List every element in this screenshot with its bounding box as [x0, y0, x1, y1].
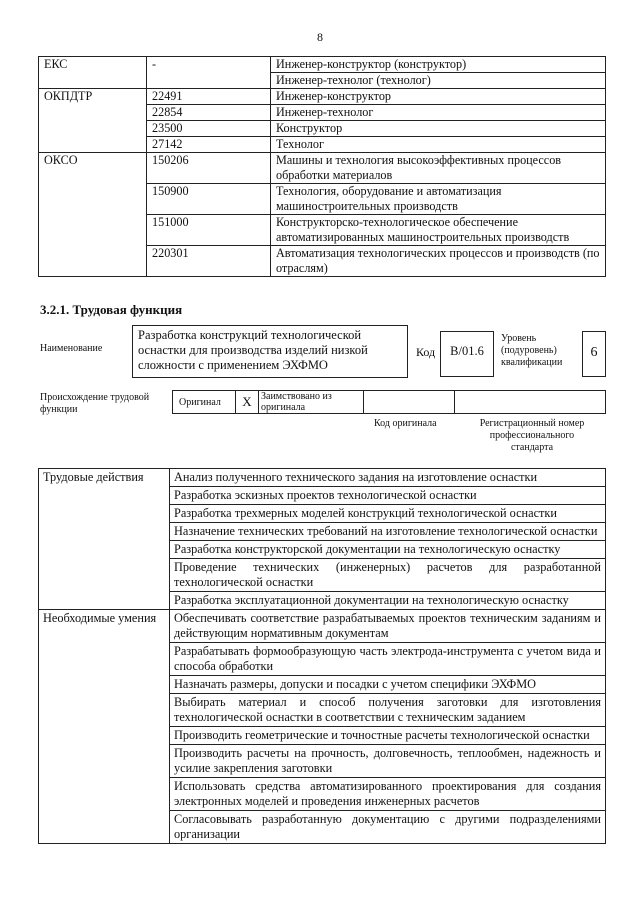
label-spacer [39, 811, 170, 844]
section-title: 3.2.1. Трудовая функция [40, 302, 183, 317]
skills-label: Необходимые умения [39, 610, 170, 643]
table-row [39, 184, 606, 215]
group-cell [39, 137, 147, 153]
table-row [39, 523, 606, 541]
name-cell: Конструктор [271, 121, 606, 137]
table-row [39, 153, 606, 184]
name-cell: Машины и технология высокоэффективных процессов обработки материалов [271, 153, 606, 184]
label-spacer [39, 778, 170, 811]
table-row [39, 73, 606, 89]
group-cell [39, 215, 147, 246]
table-row [39, 505, 606, 523]
reg-number-cell [455, 391, 456, 413]
label-spacer [39, 745, 170, 778]
group-cell: ОКПДТР [39, 89, 147, 105]
code-label: Код [416, 345, 436, 359]
label-spacer [39, 643, 170, 676]
code-cell: 23500 [147, 121, 271, 137]
table-row [39, 610, 606, 643]
skill-item: Согласовывать разработанную документацию с другими подразделениями организации [170, 811, 606, 844]
skill-item: Назначать размеры, допуски и посадки с учетом специфики ЭХФМО [170, 676, 606, 694]
label-spacer [39, 694, 170, 727]
table-row [39, 727, 606, 745]
table-row [39, 592, 606, 610]
skill-item: Использовать средства автоматизированного проектирования для создания электронных моделей и проведения инженерных расчетов [170, 778, 606, 811]
code-cell: 22491 [147, 89, 271, 105]
skill-item: Выбирать материал и способ получения заготовки для изготовления технологической оснастки в соответствии с техническим заданием [170, 694, 606, 727]
label-spacer [39, 592, 170, 610]
labor-action-item: Разработка конструкторской документации на технологическую оснастку [170, 541, 606, 559]
name-cell: Инженер-конструктор (конструктор) [271, 57, 606, 73]
code-cell: 22854 [147, 105, 271, 121]
skill-item: Производить геометрические и точностные расчеты технологической оснастки [170, 727, 606, 745]
function-code: B/01.6 [440, 331, 494, 377]
name-cell: Технолог [271, 137, 606, 153]
name-cell: Инженер-технолог (технолог) [271, 73, 606, 89]
group-cell [39, 246, 147, 277]
original-code-cell [363, 391, 455, 413]
code-cell: 27142 [147, 137, 271, 153]
level-value: 6 [582, 331, 606, 377]
table-row [39, 246, 606, 277]
skill-item: Производить расчеты на прочность, долговечность, теплообмен, надежность и усилие закрепления заготовки [170, 745, 606, 778]
table-row [39, 121, 606, 137]
actions-skills-table [38, 468, 606, 844]
labor-action-item: Разработка эскизных проектов технологической оснастки [170, 487, 606, 505]
name-cell: Конструкторско-технологическое обеспечение автоматизированных машиностроительных производств [271, 215, 606, 246]
group-cell [39, 73, 147, 89]
label-spacer [39, 676, 170, 694]
level-label: Уровень (подуровень) квалификации [501, 333, 563, 368]
group-cell: ОКСО [39, 153, 147, 184]
label-spacer [39, 559, 170, 592]
labor-action-item: Разработка эксплуатационной документации на технологическую оснастку [170, 592, 606, 610]
page-number: 8 [317, 30, 323, 44]
original-mark: X [235, 391, 259, 413]
original-label: Оригинал [179, 397, 221, 408]
name-cell: Инженер-технолог [271, 105, 606, 121]
table-row [39, 469, 606, 487]
classification-table [38, 56, 606, 277]
code-cell: 150900 [147, 184, 271, 215]
table-row [39, 676, 606, 694]
code-cell: - [147, 57, 271, 73]
table-row [39, 745, 606, 778]
table-row [39, 643, 606, 676]
code-cell [147, 73, 271, 89]
borrowed-label: Заимствовано из оригинала [261, 391, 332, 413]
code-cell: 151000 [147, 215, 271, 246]
label-spacer [39, 505, 170, 523]
labor-action-item: Назначение технических требований на изготовление технологической оснастки [170, 523, 606, 541]
table-row [39, 137, 606, 153]
table-row [39, 487, 606, 505]
table-row [39, 541, 606, 559]
labor-actions-label: Трудовые действия [39, 469, 170, 487]
function-name: Разработка конструкций технологической оснастки для производства изделий низкой сложности с применением ЭХФМО [132, 325, 408, 378]
labor-action-item: Разработка трехмерных моделей конструкций технологической оснастки [170, 505, 606, 523]
table-row [39, 778, 606, 811]
reg-caption: Регистрационный номер профессионального стандарта [479, 418, 585, 453]
labor-action-item: Анализ полученного технического задания на изготовление оснастки [170, 469, 606, 487]
table-row [39, 57, 606, 73]
origin-table [172, 390, 606, 414]
group-cell [39, 105, 147, 121]
label-spacer [39, 487, 170, 505]
skill-item: Обеспечивать соответствие разрабатываемых проектов техническим заданиям и действующим нормативным документам [170, 610, 606, 643]
table-row [39, 89, 606, 105]
label-spacer [39, 727, 170, 745]
name-cell: Технология, оборудование и автоматизация машиностроительных производств [271, 184, 606, 215]
group-cell [39, 184, 147, 215]
code-caption: Код оригинала [374, 418, 437, 429]
skill-item: Разрабатывать формообразующую часть электрода-инструмента с учетом вида и способа обработки [170, 643, 606, 676]
name-cell: Инженер-конструктор [271, 89, 606, 105]
group-cell [39, 121, 147, 137]
label-spacer [39, 541, 170, 559]
name-cell: Автоматизация технологических процессов и производств (по отраслям) [271, 246, 606, 277]
table-row [39, 811, 606, 844]
table-row [39, 215, 606, 246]
table-row [39, 105, 606, 121]
table-row [39, 694, 606, 727]
code-cell: 150206 [147, 153, 271, 184]
labor-action-item: Проведение технических (инженерных) расчетов для разработанной технологической оснастки [170, 559, 606, 592]
origin-label: Происхождение трудовой функции [40, 392, 150, 415]
label-spacer [39, 523, 170, 541]
table-row [39, 559, 606, 592]
group-cell: ЕКС [39, 57, 147, 73]
name-label: Наименование [40, 343, 103, 354]
code-cell: 220301 [147, 246, 271, 277]
